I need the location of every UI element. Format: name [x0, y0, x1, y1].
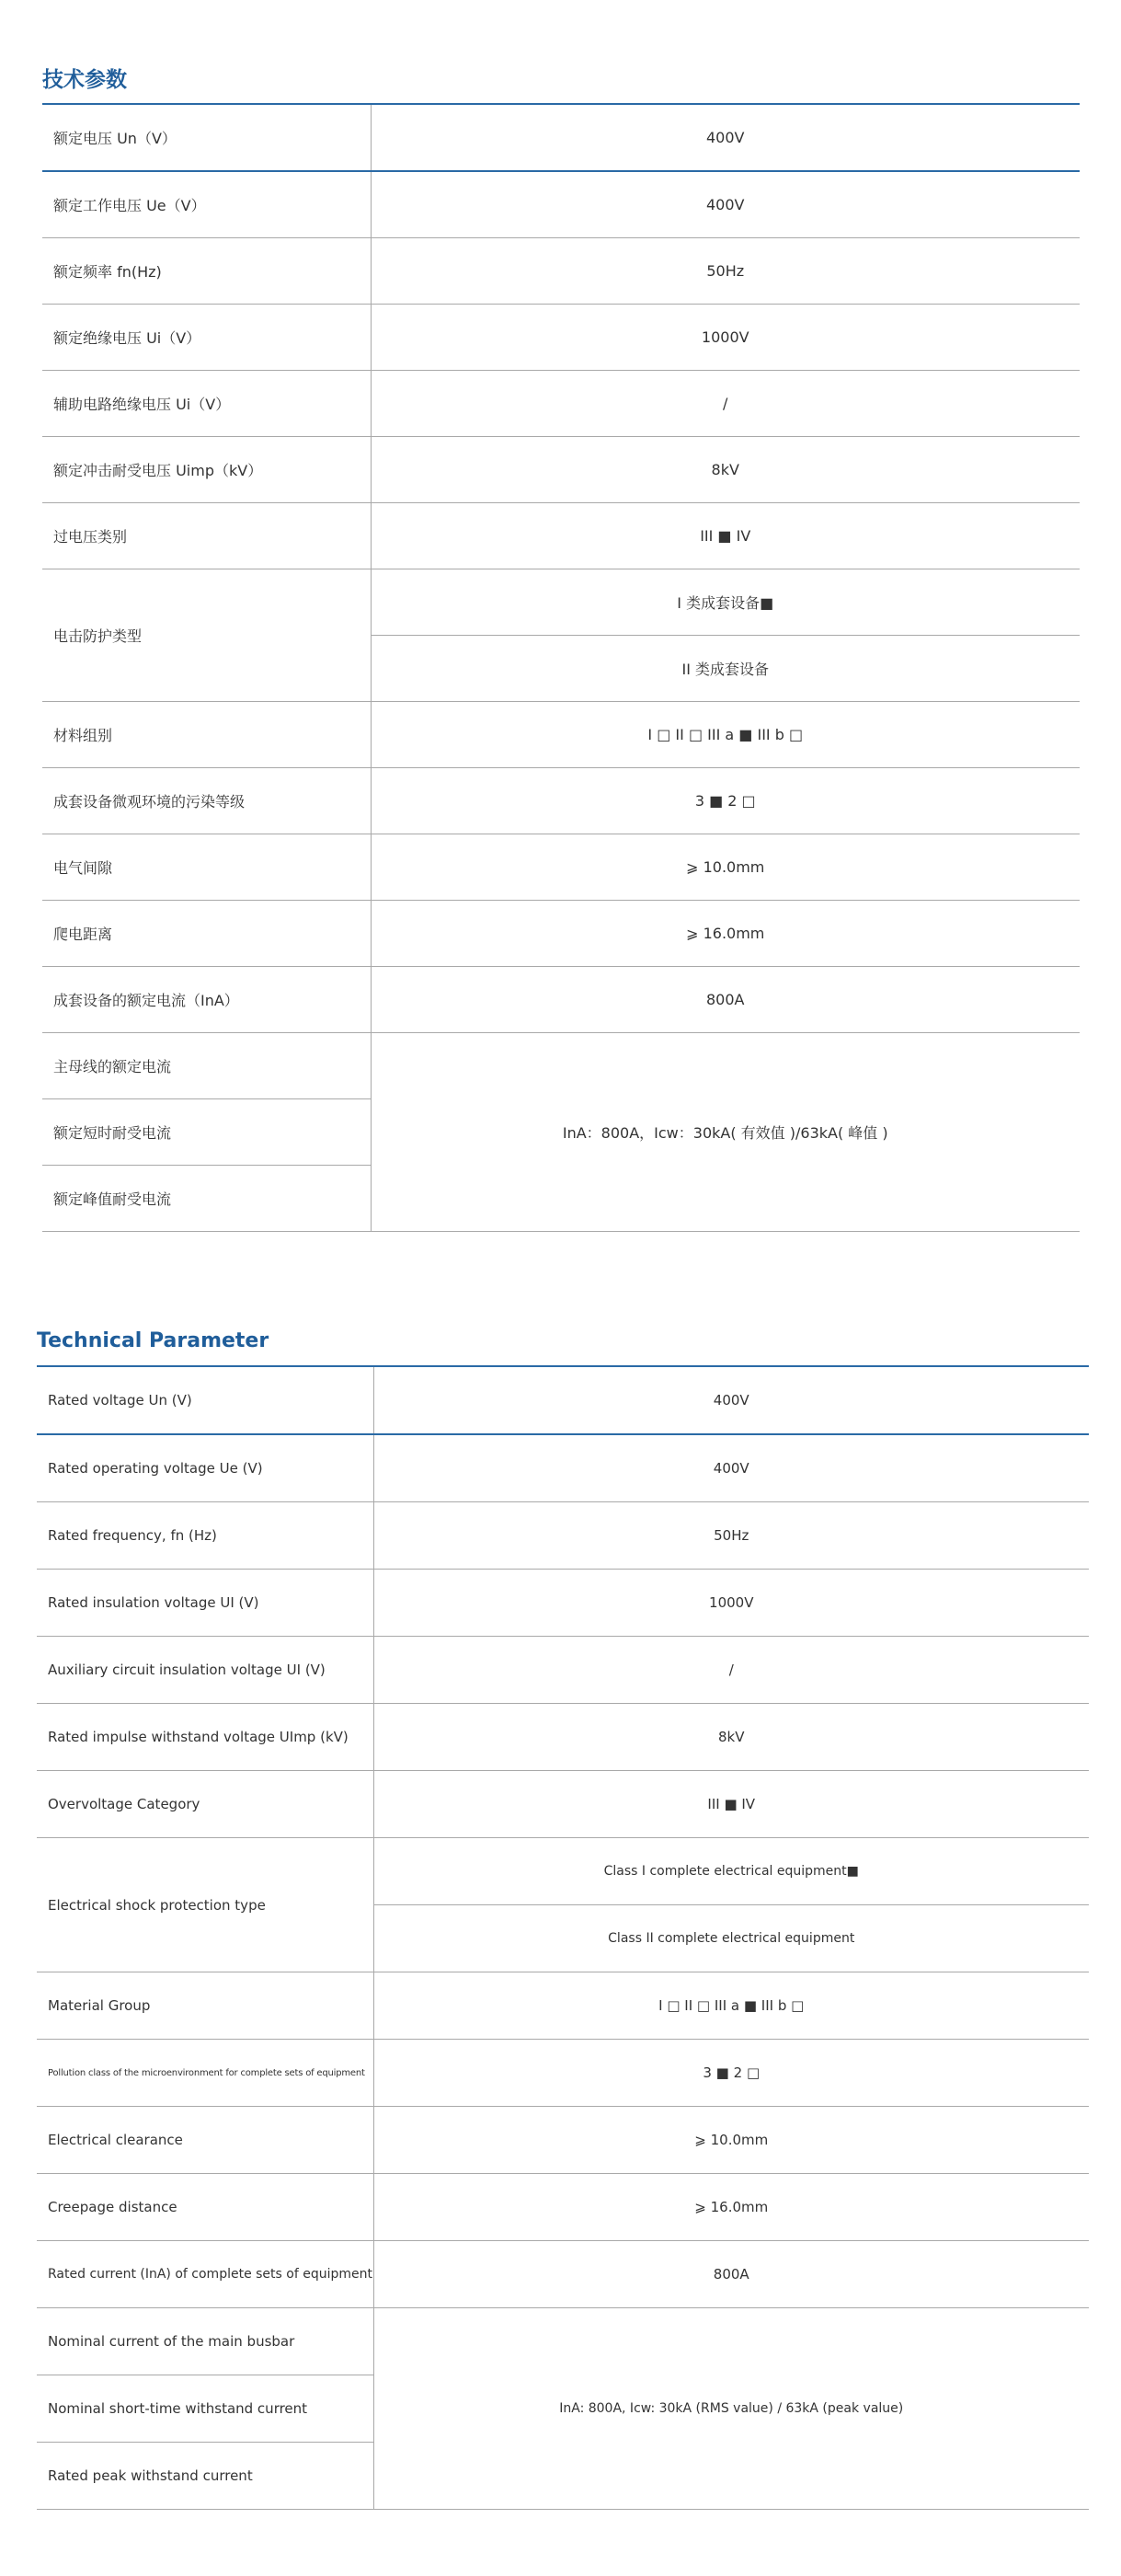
table-row	[37, 1838, 1089, 1905]
param-name: 成套设备微观环境的污染等级	[42, 768, 371, 834]
table-row	[42, 305, 1080, 371]
param-value: 3 ■ 2 □	[373, 2040, 1089, 2107]
param-name: 额定工作电压 Ue（V）	[42, 171, 371, 238]
table-row	[37, 1434, 1089, 1502]
param-name: 材料组别	[42, 702, 371, 768]
table-row	[42, 503, 1080, 569]
param-name: 额定冲击耐受电压 Uimp（kV）	[42, 437, 371, 503]
param-name: Rated operating voltage Ue (V)	[37, 1434, 373, 1502]
parameter-table	[37, 1367, 1089, 2510]
param-value: 1000V	[373, 1570, 1089, 1637]
param-name: Electrical clearance	[37, 2107, 373, 2174]
table-row	[42, 901, 1080, 967]
param-name: 成套设备的额定电流（InA）	[42, 967, 371, 1033]
technical-parameters-en	[37, 1317, 1089, 2510]
param-value: 3 ■ 2 □	[371, 768, 1080, 834]
param-name: 主母线的额定电流	[42, 1033, 371, 1099]
table-row	[42, 1033, 1080, 1099]
param-name: Rated voltage Un (V)	[37, 1367, 373, 1434]
param-value: 800A	[371, 967, 1080, 1033]
param-value: ⩾ 10.0mm	[373, 2107, 1089, 2174]
param-name: Overvoltage Category	[37, 1771, 373, 1838]
param-value: I 类成套设备■	[371, 569, 1080, 636]
param-value: III ■ IV	[373, 1771, 1089, 1838]
param-value: ⩾ 16.0mm	[373, 2174, 1089, 2241]
param-value: Class I complete electrical equipment■	[373, 1838, 1089, 1905]
param-value: II 类成套设备	[371, 636, 1080, 702]
param-name: 爬电距离	[42, 901, 371, 967]
table-row	[42, 834, 1080, 901]
param-value: ⩾ 10.0mm	[371, 834, 1080, 901]
table-row	[37, 2174, 1089, 2241]
table-row	[37, 1367, 1089, 1434]
section-title: 技术参数	[42, 68, 127, 92]
param-value: /	[373, 1637, 1089, 1704]
param-name: Auxiliary circuit insulation voltage UI (V)	[37, 1637, 373, 1704]
param-value: 50Hz	[371, 238, 1080, 305]
table-row	[42, 105, 1080, 171]
param-name: Nominal short-time withstand current	[37, 2375, 373, 2443]
param-name: Nominal current of the main busbar	[37, 2308, 373, 2375]
param-value: Class II complete electrical equipment	[373, 1905, 1089, 1972]
param-name: 额定峰值耐受电流	[42, 1166, 371, 1232]
param-value: ⩾ 16.0mm	[371, 901, 1080, 967]
table-row	[37, 1972, 1089, 2040]
param-value: III ■ IV	[371, 503, 1080, 569]
param-name: Rated peak withstand current	[37, 2443, 373, 2510]
table-row	[42, 437, 1080, 503]
section-title: Technical Parameter	[37, 1329, 269, 1352]
param-name: Creepage distance	[37, 2174, 373, 2241]
param-name: Rated impulse withstand voltage UImp (kV)	[37, 1704, 373, 1771]
table-row	[37, 1637, 1089, 1704]
param-value: 8kV	[371, 437, 1080, 503]
table-row	[42, 569, 1080, 636]
table-row	[37, 2107, 1089, 2174]
param-name: Material Group	[37, 1972, 373, 2040]
param-name: Rated insulation voltage UI (V)	[37, 1570, 373, 1637]
table-row	[37, 2308, 1089, 2375]
param-value: InA：800A，Icw：30kA( 有效值 )/63kA( 峰值 )	[371, 1033, 1080, 1232]
param-value: InA: 800A, Icw: 30kA (RMS value) / 63kA (peak value)	[373, 2308, 1089, 2510]
param-value: 400V	[373, 1434, 1089, 1502]
technical-parameters-cn	[42, 57, 1080, 1232]
table-row	[42, 702, 1080, 768]
param-name: 额定短时耐受电流	[42, 1099, 371, 1166]
param-name: 电气间隙	[42, 834, 371, 901]
table-row	[37, 1570, 1089, 1637]
param-name: 过电压类别	[42, 503, 371, 569]
param-name: 辅助电路绝缘电压 Ui（V）	[42, 371, 371, 437]
param-name: 电击防护类型	[42, 569, 371, 702]
table-row	[37, 2241, 1089, 2308]
param-value: 8kV	[373, 1704, 1089, 1771]
param-name: Rated current (InA) of complete sets of equipment	[37, 2241, 373, 2308]
param-value: I □ II □ III a ■ III b □	[371, 702, 1080, 768]
param-value: 800A	[373, 2241, 1089, 2308]
parameter-table	[42, 105, 1080, 1232]
param-value: /	[371, 371, 1080, 437]
param-name: 额定绝缘电压 Ui（V）	[42, 305, 371, 371]
table-row	[37, 1502, 1089, 1570]
param-name: 额定频率 fn(Hz)	[42, 238, 371, 305]
param-name: 额定电压 Un（V）	[42, 105, 371, 171]
table-row	[42, 967, 1080, 1033]
param-value: I □ II □ III a ■ III b □	[373, 1972, 1089, 2040]
table-row	[42, 768, 1080, 834]
table-row	[37, 2040, 1089, 2107]
table-row	[42, 371, 1080, 437]
param-name: Electrical shock protection type	[37, 1838, 373, 1972]
param-name: Pollution class of the microenvironment for complete sets of equipment	[37, 2040, 373, 2107]
param-name: Rated frequency, fn (Hz)	[37, 1502, 373, 1570]
param-value: 400V	[373, 1367, 1089, 1434]
param-value: 400V	[371, 171, 1080, 238]
table-row	[42, 171, 1080, 238]
table-row	[42, 238, 1080, 305]
param-value: 50Hz	[373, 1502, 1089, 1570]
param-value: 1000V	[371, 305, 1080, 371]
table-row	[37, 1704, 1089, 1771]
param-value: 400V	[371, 105, 1080, 171]
table-row	[37, 1771, 1089, 1838]
